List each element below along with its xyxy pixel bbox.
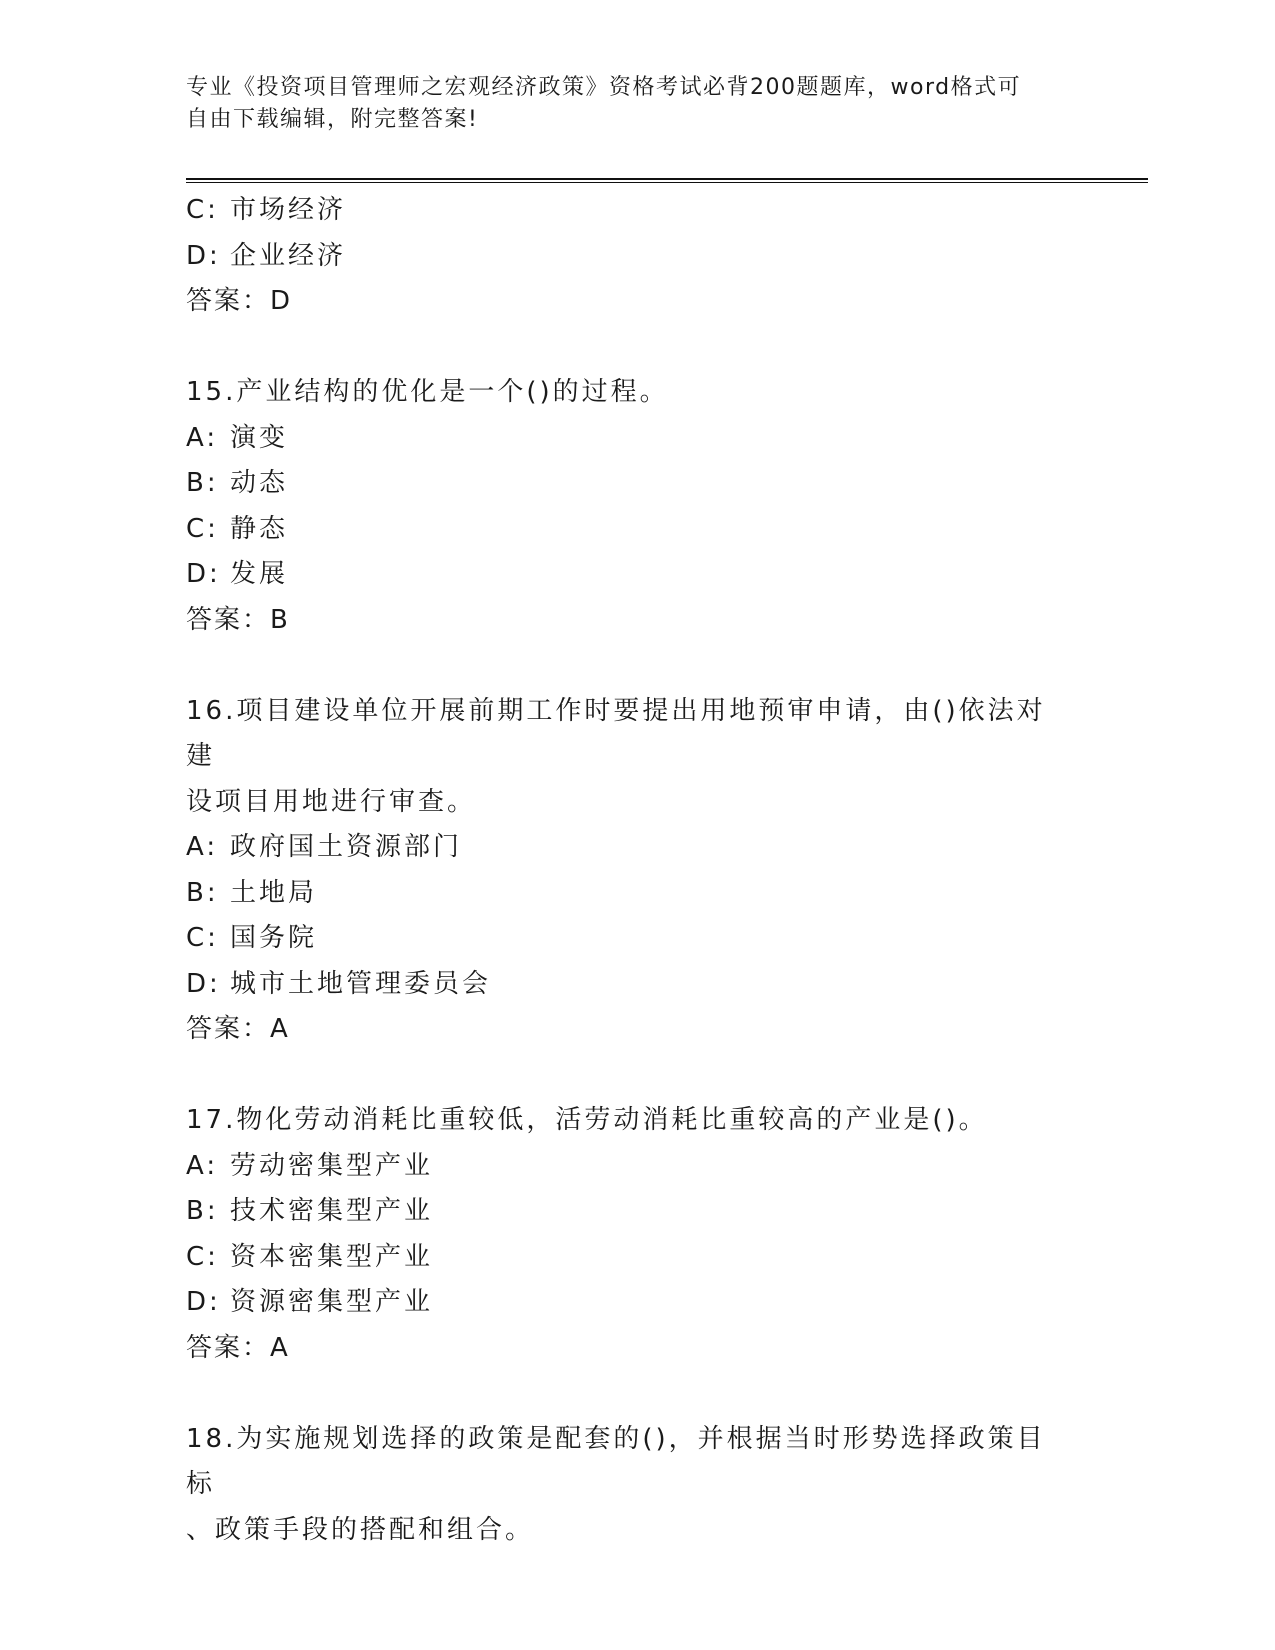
option-b — [186, 1189, 1066, 1235]
question-17 — [186, 1098, 1066, 1371]
option-key: C: — [186, 1241, 219, 1272]
spacer — [186, 1371, 1066, 1417]
option-text: 城市土地管理委员会 — [230, 968, 492, 999]
option-text: 市场经济 — [230, 195, 347, 225]
answer-line: 答案：A — [186, 1014, 290, 1044]
option-text: 静态 — [230, 513, 289, 544]
option-d — [186, 1280, 1066, 1326]
option-key: A: — [186, 1150, 219, 1181]
question-text-line-2: 设项目用地进行审查。 — [186, 786, 477, 817]
option-key: D: — [186, 240, 221, 271]
spacer — [186, 1053, 1066, 1099]
question-18 — [186, 1417, 1066, 1554]
option-key: B: — [186, 877, 219, 908]
option-key: B: — [186, 1196, 219, 1226]
option-text: 政府国土资源部门 — [230, 832, 463, 862]
answer-line: 答案：B — [186, 604, 290, 635]
option-text: 土地局 — [230, 877, 318, 908]
header-line-2: 自由下载编辑，附完整答案! — [186, 107, 479, 132]
document-header — [186, 72, 1066, 136]
question-15 — [186, 370, 1066, 643]
option-key: D: — [186, 968, 221, 999]
option-text: 劳动密集型产业 — [230, 1150, 434, 1181]
option-text: 技术密集型产业 — [230, 1196, 434, 1226]
option-text: 企业经济 — [230, 240, 347, 271]
option-key: C: — [186, 923, 219, 953]
option-c — [186, 916, 1066, 962]
question-text: 15.产业结构的优化是一个()的过程。 — [186, 377, 669, 407]
option-key: D: — [186, 1287, 221, 1317]
question-list — [186, 188, 1066, 1553]
question-text-line-1: 16.项目建设单位开展前期工作时要提出用地预审申请，由()依法对建 — [186, 695, 1046, 771]
option-d — [186, 962, 1066, 1008]
header-line-1: 专业《投资项目管理师之宏观经济政策》资格考试必背200题题库，word格式可 — [186, 75, 1022, 100]
answer-line: 答案：A — [186, 1332, 290, 1363]
option-text: 资源密集型产业 — [230, 1287, 434, 1317]
option-b — [186, 461, 1066, 507]
question-text: 17.物化劳动消耗比重较低，活劳动消耗比重较高的产业是()。 — [186, 1105, 988, 1135]
option-c — [186, 507, 1066, 553]
spacer — [186, 643, 1066, 689]
question-16 — [186, 689, 1066, 1053]
option-key: D: — [186, 559, 221, 589]
option-a — [186, 1144, 1066, 1190]
spacer — [186, 325, 1066, 371]
header-divider — [186, 178, 1148, 183]
option-d — [186, 234, 1066, 280]
option-a — [186, 416, 1066, 462]
question-text-line-1: 18.为实施规划选择的政策是配套的()，并根据当时形势选择政策目标 — [186, 1423, 1046, 1499]
option-d — [186, 552, 1066, 598]
answer-line: 答案：D — [186, 286, 293, 316]
option-c — [186, 188, 1066, 234]
option-text: 资本密集型产业 — [230, 1241, 434, 1272]
option-text: 动态 — [230, 468, 289, 498]
option-text: 演变 — [230, 422, 289, 453]
option-text: 国务院 — [230, 923, 318, 953]
option-key: B: — [186, 468, 219, 498]
option-text: 发展 — [230, 559, 289, 589]
question-text-line-2: 、政策手段的搭配和组合。 — [186, 1514, 535, 1545]
option-c — [186, 1235, 1066, 1281]
question-14-continued — [186, 188, 1066, 325]
option-key: A: — [186, 832, 219, 862]
option-b — [186, 871, 1066, 917]
option-key: C: — [186, 195, 219, 225]
option-key: C: — [186, 513, 219, 544]
option-key: A: — [186, 422, 219, 453]
option-a — [186, 825, 1066, 871]
